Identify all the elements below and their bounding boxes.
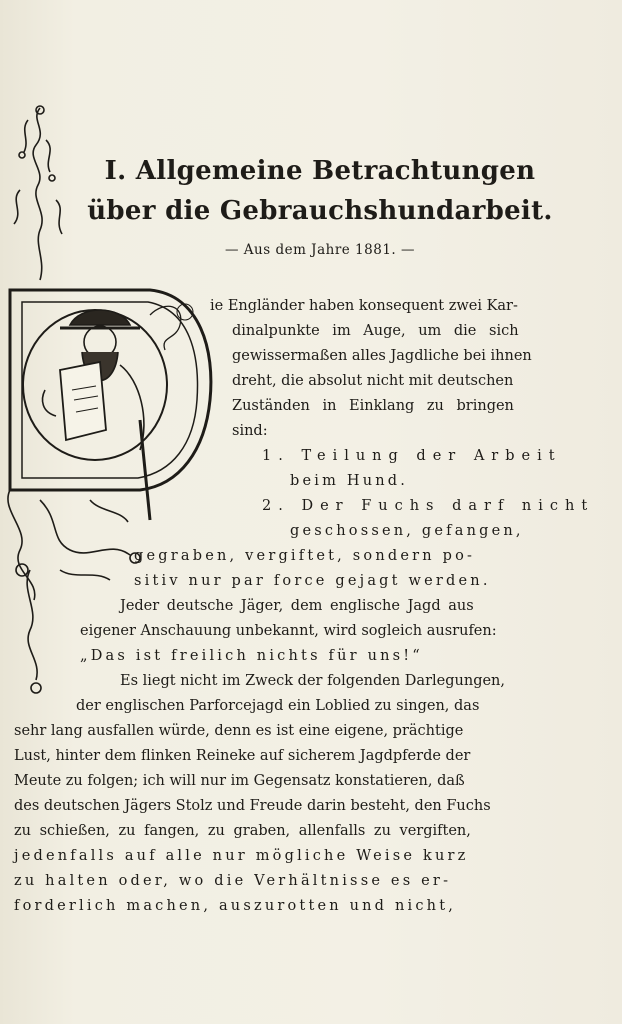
- chapter-title-line-1: I. Allgemeine Betrachtungen: [104, 156, 536, 186]
- body-line: Meute zu folgen; ich will nur im Gegensatz konstatieren, daß: [14, 773, 465, 789]
- body-line: jedenfalls auf alle nur mögliche Weise kurz: [14, 848, 469, 864]
- body-line: ie Engländer haben konsequent zwei Kar-: [210, 298, 518, 314]
- body-line: Lust, hinter dem flinken Reineke auf sicherem Jagdpferde der: [14, 748, 471, 764]
- body-line: beim Hund.: [290, 473, 409, 489]
- body-line: sitiv nur par force gejagt werden.: [134, 573, 491, 589]
- body-line: Es liegt nicht im Zweck der folgenden Darlegungen,: [120, 673, 506, 689]
- body-line: 1. Teilung der Arbeit: [262, 448, 562, 464]
- body-line: sind:: [232, 423, 268, 439]
- body-line: gewissermaßen alles Jagdliche bei ihnen: [232, 348, 532, 364]
- chapter-title-line-2: über die Gebrauchshundarbeit.: [87, 196, 553, 226]
- body-line: Zuständen in Einklang zu bringen: [232, 398, 514, 414]
- body-line: gegraben, vergiftet, sondern po-: [134, 548, 476, 564]
- body-line: 2. Der Fuchs darf nicht: [262, 498, 595, 514]
- body-line: zu halten oder, wo die Verhältnisse es er-: [14, 873, 452, 889]
- body-line: Jeder deutsche Jäger, dem englische Jagd aus: [120, 598, 474, 614]
- body-line: forderlich machen, auszurotten und nicht,: [14, 898, 457, 914]
- body-line: dreht, die absolut nicht mit deutschen: [232, 373, 514, 389]
- body-line: „Das ist freilich nichts für uns!“: [80, 648, 423, 664]
- body-line: zu schießen, zu fangen, zu graben, allenfalls zu vergiften,: [14, 823, 471, 839]
- body-line: des deutschen Jägers Stolz und Freude darin besteht, den Fuchs: [14, 798, 491, 814]
- body-line: der englischen Parforcejagd ein Loblied zu singen, das: [76, 698, 480, 714]
- chapter-subtitle: — Aus dem Jahre 1881. —: [224, 242, 415, 258]
- body-line: sehr lang ausfallen würde, denn es ist eine eigene, prächtige: [14, 723, 464, 739]
- body-line: geschossen, gefangen,: [290, 523, 524, 539]
- body-line: dinalpunkte im Auge, um die sich: [232, 323, 519, 339]
- body-line: eigener Anschauung unbekannt, wird sogleich ausrufen:: [80, 623, 497, 639]
